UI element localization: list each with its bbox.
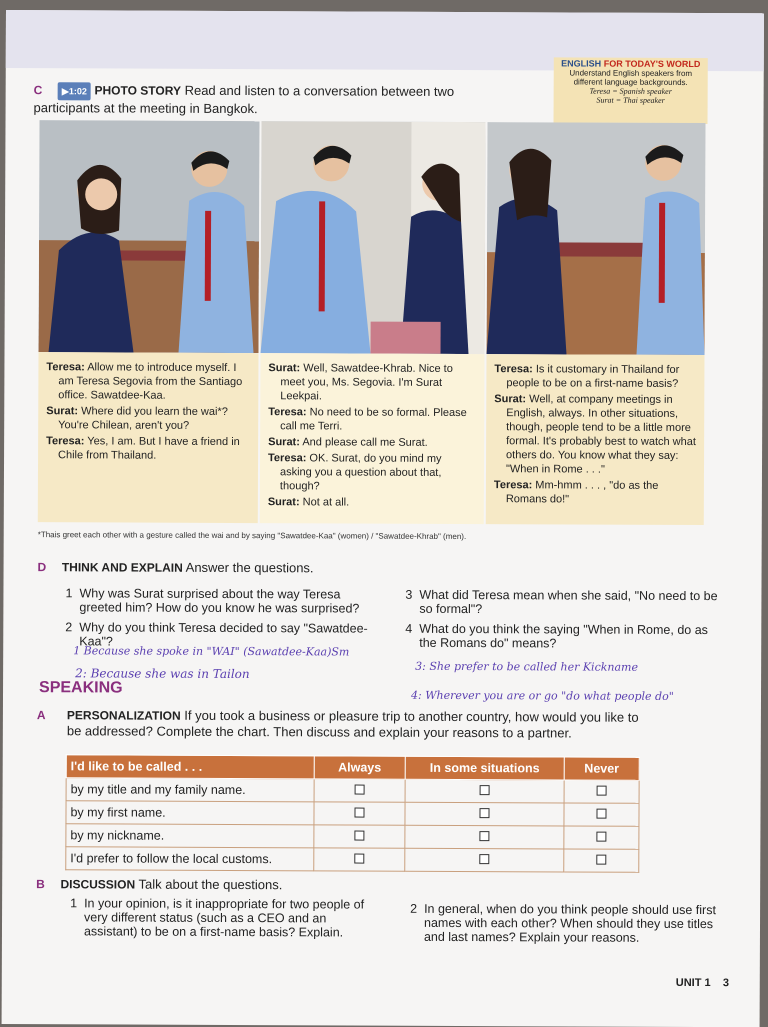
dialogue-text: OK. Surat, do you mind my asking you a question about that, though?	[279, 452, 442, 493]
address-preference-chart	[65, 754, 640, 873]
personalization-section	[36, 707, 657, 741]
speaker-name: Surat:	[267, 496, 300, 509]
box-line-4: Surat = Thai speaker	[596, 95, 665, 105]
dialogue-line	[494, 478, 696, 507]
handwritten-answer-3: 3: She prefer to be called her Kickname	[415, 659, 639, 674]
page-footer	[676, 977, 729, 989]
question-number: 1	[65, 586, 73, 601]
photo-story-instruction: Read and listen to a conversation between two participants at the meeting in Bangkok.	[33, 82, 455, 117]
handwritten-answer-1: 1 Because she spoke in "WAI" (Sawatdee-Kaa)Sm	[73, 644, 350, 659]
dialogue-text: Where did you learn the wai*? You're Chilean, aren't you?	[58, 405, 228, 432]
chart-row	[66, 824, 639, 849]
dialogue-text: Yes, I am. But I have a friend in Chile from Thailand.	[58, 435, 240, 462]
question-text: In your opinion, is it inappropriate for two people of very different status (such as a CEO and an assistant) to be on a first-name basis? Explain.	[83, 896, 365, 940]
question-text: In general, when do you think people should use first names with each other? When should they use titles and last names? Explain your reasons.	[423, 901, 716, 945]
dialogue-text: Is it customary in Thailand for people to be on a first-name basis?	[506, 363, 680, 390]
chart-header-some-situations: In some situations	[405, 756, 564, 780]
discussion-title: DISCUSSION	[60, 877, 136, 892]
footnote: *Thais greet each other with a gesture called the wai and by saying "Sawatdee-Kaa" (women) / "Sawatdee-Khrab" (men).	[37, 530, 467, 542]
caption-panel-1	[38, 352, 259, 523]
dialogue-text: No need to be so formal. Please call me Terri.	[280, 406, 467, 433]
question-1	[65, 586, 379, 616]
dialogue-text: Well, at company meetings in English, always. In other situations, though, people tend to be a little more formal. It's probably best to watch what others do. You know what they say: "When in Rome . . ."	[505, 393, 696, 476]
dialogue-text: Allow me to introduce myself. I am Teresa Segovia from the Santiago office. Sawatdee-Kaa.	[58, 361, 243, 402]
chart-row-label: by my title and my family name.	[66, 778, 314, 802]
checkbox-some-situations[interactable]	[479, 854, 489, 864]
dialogue-line	[268, 361, 476, 404]
section-letter-b: B	[36, 877, 45, 892]
handwritten-answer-4: 4: Wherever you are or go "do what people do"	[410, 688, 674, 703]
question-text: Why was Surat surprised about the way Teresa greeted him? How do you know he was surprised?	[79, 586, 360, 616]
speaker-name: Teresa:	[493, 479, 533, 492]
section-letter-d: D	[37, 560, 47, 575]
chart-row-label: by my first name.	[66, 801, 314, 825]
photo-panel-2	[261, 121, 486, 354]
checkbox-always[interactable]	[354, 808, 364, 818]
dialogue-line	[46, 404, 250, 433]
unit-label: UNIT 1	[675, 976, 711, 990]
speaker-name: Teresa:	[494, 363, 533, 376]
photo-panel-3	[487, 122, 706, 355]
speaker-name: Teresa:	[268, 406, 307, 419]
checkbox-never[interactable]	[597, 786, 607, 796]
chart-header-never: Never	[564, 757, 639, 780]
handwritten-answer-2: 2: Because she was in Tailon	[75, 666, 250, 682]
box-title-1: ENGLISH	[561, 58, 602, 69]
box-line-2: different language backgrounds.	[573, 77, 688, 87]
think-explain-title: THINK AND EXPLAIN	[61, 560, 183, 575]
dialogue-text: And please call me Surat.	[302, 436, 428, 449]
question-number: 1	[70, 896, 78, 911]
discussion-question-2	[410, 901, 724, 945]
chart-row-label: I'd prefer to follow the local customs.	[66, 847, 314, 871]
textbook-page	[2, 10, 764, 1027]
section-letter-a: A	[36, 708, 46, 723]
dialogue-line	[46, 434, 250, 463]
dialogue-line	[494, 362, 696, 391]
chart-row	[66, 801, 639, 827]
checkbox-some-situations[interactable]	[479, 831, 489, 841]
personalization-title: PERSONALIZATION	[66, 708, 181, 723]
discussion-instruction: Talk about the questions.	[138, 876, 283, 893]
discussion-question-1	[70, 896, 374, 940]
personalization-instruction: If you took a business or pleasure trip to another country, how would you like to be addressed? Complete the chart. Then discuss and explain your reasons to a partner.	[66, 707, 639, 741]
page-number: 3	[722, 977, 729, 990]
checkbox-never[interactable]	[596, 855, 606, 865]
checkbox-some-situations[interactable]	[480, 785, 490, 795]
speaker-name: Surat:	[494, 393, 527, 406]
chart-header-always: Always	[314, 756, 405, 779]
photo-story-intro	[34, 82, 474, 118]
chart-row-label: by my nickname.	[66, 824, 314, 848]
question-number: 2	[410, 901, 418, 916]
audio-track-badge[interactable]: ▶1:02	[58, 82, 91, 100]
dialogue-line	[268, 451, 476, 494]
checkbox-never[interactable]	[596, 809, 606, 819]
box-title-2: FOR TODAY'S WORLD	[603, 58, 701, 70]
question-number: 3	[405, 587, 413, 602]
dialogue-text: Not at all.	[302, 496, 350, 509]
chart-row	[66, 778, 639, 803]
speaker-name: Surat:	[268, 362, 301, 375]
caption-panel-3	[486, 354, 705, 525]
checkbox-some-situations[interactable]	[479, 808, 489, 818]
photo-story-title: PHOTO STORY	[94, 83, 182, 98]
checkbox-always[interactable]	[354, 854, 364, 864]
dialogue-text: Well, Sawatdee-Khrab. Nice to meet you, Ms. Segovia. I'm Surat Leekpai.	[280, 362, 453, 403]
think-explain-instruction: Answer the questions.	[185, 559, 314, 576]
dialogue-line	[494, 392, 696, 477]
box-line-3: Teresa = Spanish speaker	[589, 86, 672, 96]
dialogue-line	[268, 495, 476, 510]
dialogue-line	[268, 435, 476, 450]
question-number: 2	[65, 620, 73, 635]
photo-panel-1	[39, 120, 260, 353]
chart-header-called: I'd like to be called . . .	[66, 755, 314, 779]
box-line-1: Understand English speakers from	[569, 68, 693, 78]
caption-panel-2	[260, 353, 485, 524]
english-for-todays-world-box	[554, 57, 708, 124]
question-text: Why do you think Teresa decided to say "Sawatdee-Kaa"?	[79, 620, 368, 649]
question-number: 4	[405, 621, 413, 636]
question-text: What did Teresa mean when she said, "No need to be so formal"?	[419, 587, 718, 617]
checkbox-never[interactable]	[596, 832, 606, 842]
dialogue-text: Mm-hmm . . . , "do as the Romans do!"	[505, 479, 659, 506]
dialogue-line	[268, 405, 476, 434]
checkbox-always[interactable]	[355, 785, 365, 795]
speaker-name: Surat:	[46, 405, 79, 418]
section-letter-c: C	[33, 83, 43, 98]
checkbox-always[interactable]	[354, 831, 364, 841]
question-4	[405, 621, 719, 651]
speaker-name: Teresa:	[268, 452, 307, 465]
speaking-heading: SPEAKING	[39, 679, 123, 697]
discussion-heading	[36, 876, 282, 892]
speaker-name: Surat:	[268, 436, 300, 449]
chart-row	[66, 847, 639, 872]
think-explain-heading	[38, 559, 314, 575]
dialogue-line	[46, 360, 250, 403]
speaker-name: Teresa:	[46, 435, 85, 448]
question-3	[405, 587, 719, 617]
question-text: What do you think the saying "When in Rome, do as the Romans do" means?	[419, 621, 708, 651]
speaker-name: Teresa:	[46, 361, 85, 374]
